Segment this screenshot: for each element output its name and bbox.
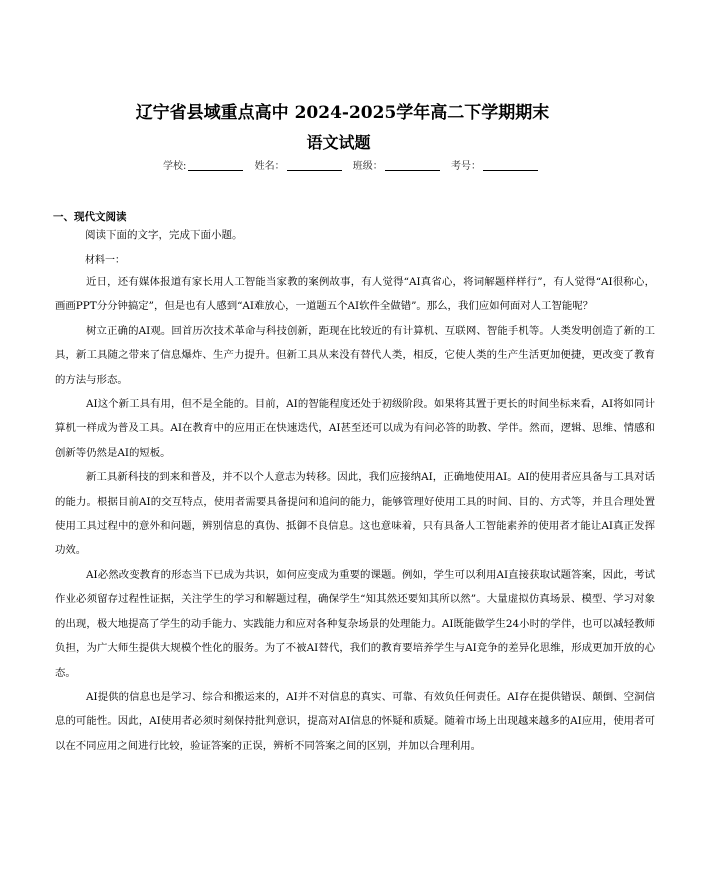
school-field[interactable] [163, 157, 243, 172]
class-blank[interactable] [385, 160, 440, 171]
exam-number-label: 考号： [450, 161, 481, 172]
paragraph: 近日，还有媒体报道有家长用人工智能当家教的案例故事，有人觉得“AI真省心，将词解题样样行”，有人觉得“AI很称心，画画PPT分分钟搞定”，但是也有人感到“AI难放心，一道题五个AI软件全做错”。那么，我们应如何面对人工智能呢？ [55, 276, 655, 313]
paragraph: 树立正确的AI观。回首历次技术革命与科技创新，距现在比较近的有计算机、互联网、智能手机等。人类发明创造了新的工具，新工具随之带来了信息爆炸、生产力提升。但新工具从来没有替代人类，相反，它使人类的生产生活更加便捷，更改变了教育的方法与形态。 [55, 324, 655, 386]
passage [55, 270, 655, 758]
school-label: 学校: [163, 161, 187, 172]
paragraph: AI提供的信息也是学习、综合和搬运来的，AI并不对信息的真实、可靠、有效负任何责任。AI存在提供错误、颠倒、空洞信息的可能性。因此，AI使用者必须时刻保持批判意识，提高对AI信息的怀疑和质疑。随着市场上出现越来越多的AI应用，使用者可以在不同应用之间进行比较，验证答案的正误，辨析不同答案之间的区别，并加以合理利用。 [55, 690, 655, 752]
name-field[interactable] [255, 157, 342, 172]
class-label: 班级： [352, 161, 383, 172]
exam-number-field[interactable] [451, 157, 538, 172]
name-blank[interactable] [287, 160, 342, 171]
exam-number-blank[interactable] [483, 160, 538, 171]
paragraph: 新工具新科技的到来和普及，并不以个人意志为转移。因此，我们应接纳AI，正确地使用AI。AI的使用者应具备与工具对话的能力。根据目前AI的交互特点，使用者需要具备提问和追问的能力，能够管理好使用工具的时间、目的、方式等，并且合理处置使用工具过程中的意外和问题，辨别信息的真伪、抵御不良信息。这也意味着，只有具备人工智能素养的使用者才能让AI真正发挥功效。 [55, 471, 655, 557]
name-label: 姓名： [254, 161, 285, 172]
school-blank[interactable] [188, 160, 243, 171]
instruction-text: 阅读下面的文字，完成下面小题。 [85, 229, 243, 241]
class-field[interactable] [353, 157, 440, 172]
student-info-row [0, 157, 701, 172]
paragraph: AI必然改变教育的形态当下已成为共识，如何应变成为重要的课题。例如，学生可以利用AI直接获取试题答案，因此，考试作业必须留存过程性证据，关注学生的学习和解题过程，确保学生“知其然还要知其所以然”。大量虚拟仿真场景、模型、学习对象的出现，极大地提高了学生的动手能力、实践能力和应对各种复杂场景的处理能力。AI既能做学生24小时的学伴，也可以减轻教师负担，为广大师生提供大规模个性化的服务。为了不被AI替代，我们的教育要培养学生与AI竞争的差异化思维，形成更加开放的心态。 [55, 568, 655, 679]
exam-subject-title: 语文试题 [306, 133, 371, 152]
paragraph: AI这个新工具有用，但不是全能的。目前，AI的智能程度还处于初级阶段。如果将其置于更长的时间坐标来看，AI将如同计算机一样成为普及工具。AI在教育中的应用正在快速迭代，AI甚至还可以成为有问必答的助教、学伴。然而，逻辑、思维、情感和创新等仍然是AI的短板。 [55, 398, 655, 459]
exam-title: 辽宁省县域重点高中 2024-2025学年高二下学期期末 [135, 103, 550, 123]
section-heading: 一、现代文阅读 [53, 211, 127, 223]
material-label: 材料一： [85, 255, 125, 266]
